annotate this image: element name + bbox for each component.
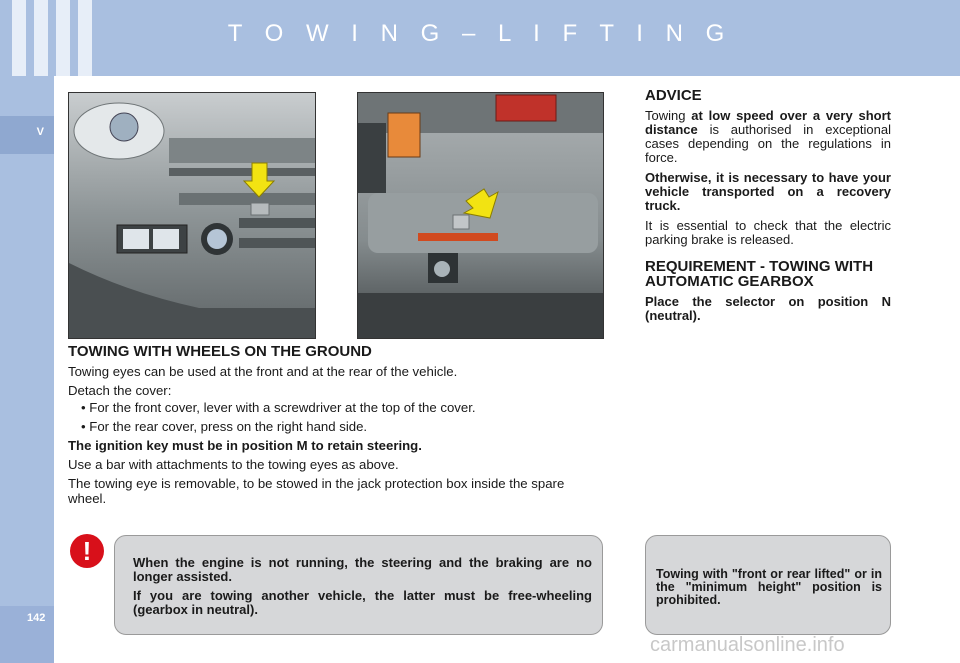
chapter-tab[interactable]: V: [0, 116, 54, 154]
requirement-text: Place the selector on position N (neutral).: [645, 294, 891, 323]
advice-paragraph-3: It is essential to check that the electric parking brake is released.: [645, 218, 891, 247]
section-heading: TOWING WITH WHEELS ON THE GROUND: [68, 343, 372, 360]
header-stripes: [12, 0, 92, 76]
bullet-front-cover: • For the front cover, lever with a screwdriver at the top of the cover.: [81, 400, 476, 415]
advice-paragraph-1: Towing at low speed over a very short distance is authorised in exceptional cases depending on the regulations in force.: [645, 108, 892, 165]
advice-column: [645, 88, 891, 329]
front-towing-eye-photo: [68, 92, 316, 339]
rear-towing-eye-photo: [357, 92, 604, 339]
paragraph-removable-eye: The towing eye is removable, to be stowed in the jack protection box inside the spare wheel.: [68, 476, 565, 506]
warning-text-1: When the engine is not running, the steering and the braking are no longer assisted.: [133, 555, 592, 584]
warning-icon: !: [70, 534, 104, 568]
paragraph-bar: Use a bar with attachments to the towing eyes as above.: [68, 457, 399, 472]
warning-text-2: If you are towing another vehicle, the latter must be free-wheeling (gearbox in neutral).: [133, 588, 592, 617]
paragraph-detach-cover: Detach the cover:: [68, 383, 172, 398]
advice-paragraph-2: Otherwise, it is necessary to have your vehicle transported on a recovery truck.: [645, 170, 891, 213]
towing-note-box: [645, 535, 891, 635]
advice-heading: ADVICE: [645, 87, 702, 104]
towing-note-text: Towing with "front or rear lifted" or in the "minimum height" position is prohibited.: [656, 567, 882, 607]
page-title: T O W I N G – L I F T I N G: [227, 20, 733, 47]
paragraph-ignition: The ignition key must be in position M to retain steering.: [68, 438, 422, 453]
sidebar: [0, 76, 54, 663]
page-header: [0, 0, 960, 76]
bullet-rear-cover: • For the rear cover, press on the right hand side.: [81, 419, 368, 434]
paragraph-towing-eyes: Towing eyes can be used at the front and at the rear of the vehicle.: [68, 364, 458, 379]
watermark: carmanualsonline.info: [650, 634, 845, 656]
page-number: 142: [0, 606, 54, 663]
towing-instructions: [68, 344, 604, 510]
requirement-heading: REQUIREMENT - TOWING WITH AUTOMATIC GEARBOX: [645, 258, 874, 290]
warning-box: [114, 535, 603, 635]
